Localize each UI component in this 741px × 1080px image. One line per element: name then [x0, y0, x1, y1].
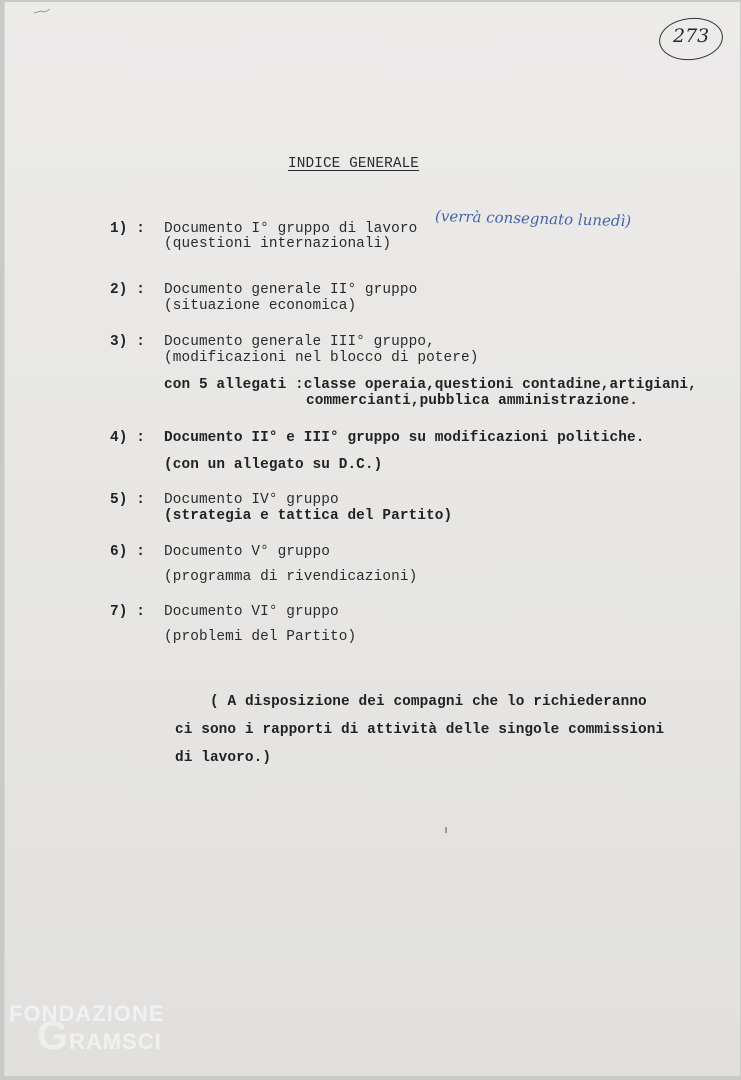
allegati-line-2: commercianti,pubblica amministrazione. — [306, 393, 638, 409]
entry-3-line-1: Documento generale III° gruppo, — [164, 334, 435, 350]
entry-5-line-2: (strategia e tattica del Partito) — [164, 508, 453, 524]
entry-3-line-2: (modificazioni nel blocco di potere) — [164, 350, 479, 366]
document-title: INDICE GENERALE — [288, 156, 420, 172]
entry-1-line-1: Documento I° gruppo di lavoro — [164, 221, 418, 237]
entry-number-7: 7) : — [110, 604, 145, 620]
watermark-initial: G — [37, 1014, 70, 1058]
document-page — [4, 2, 740, 1076]
entry-7-line-2: (problemi del Partito) — [164, 629, 357, 645]
entry-6-line-1: Documento V° gruppo — [164, 544, 330, 560]
entry-number-1: 1) : — [110, 221, 145, 237]
footer-note-line-3: di lavoro.) — [175, 750, 272, 766]
entry-7-line-1: Documento VI° gruppo — [164, 604, 339, 620]
handwritten-note: (verrà consegnato lunedì) — [434, 207, 632, 231]
entry-4-line-1: Documento II° e III° gruppo su modificazioni politiche. — [164, 430, 645, 446]
entry-number-2: 2) : — [110, 282, 145, 298]
entry-1-line-2: (questioni internazionali) — [164, 236, 392, 252]
allegati-line-1: con 5 allegati :classe operaia,questioni contadine,artigiani, — [164, 377, 697, 393]
watermark-line-2: RAMSCI — [69, 1029, 162, 1054]
entry-6-line-2: (programma di rivendicazioni) — [164, 569, 418, 585]
entry-2-line-1: Documento generale II° gruppo — [164, 282, 418, 298]
page-number: 273 — [673, 25, 710, 47]
entry-number-3: 3) : — [110, 334, 145, 350]
entry-number-5: 5) : — [110, 492, 145, 508]
footer-note-line-2: ci sono i rapporti di attività delle singole commissioni — [175, 722, 665, 738]
watermark-line-1: FONDAZIONE — [9, 1001, 165, 1026]
entry-5-line-1: Documento IV° gruppo — [164, 492, 339, 508]
fondazione-gramsci-watermark — [9, 1001, 165, 1058]
entry-number-6: 6) : — [110, 544, 145, 560]
entry-4-line-2: (con un allegato su D.C.) — [164, 457, 383, 473]
ink-speck — [445, 827, 447, 833]
entry-number-4: 4) : — [110, 430, 145, 446]
footer-note-line-1: ( A disposizione dei compagni che lo richiederanno — [210, 694, 647, 710]
entry-2-line-2: (situazione economica) — [164, 298, 357, 314]
corner-pencil-mark — [33, 6, 51, 16]
